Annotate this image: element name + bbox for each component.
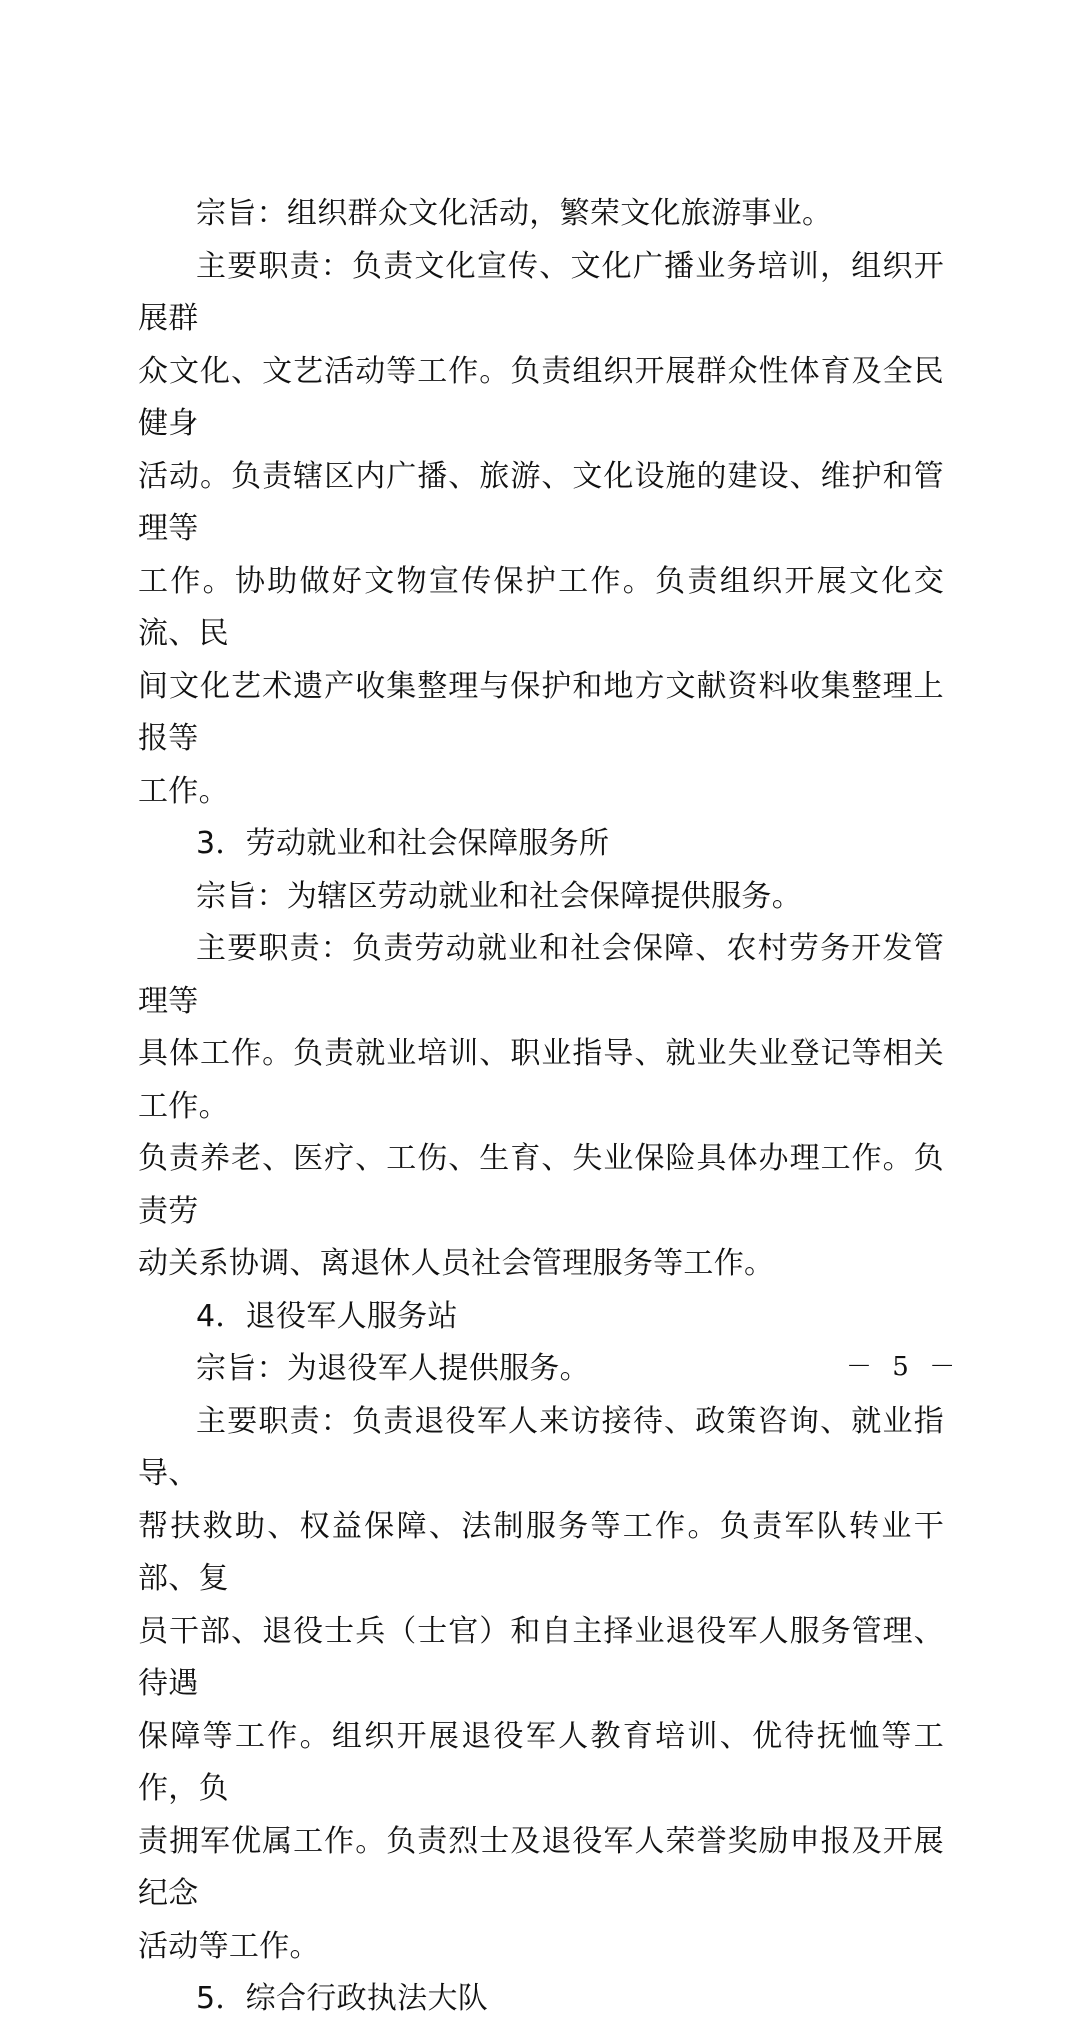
section-heading-law-enforcement: 5．综合行政执法大队 [196, 1981, 489, 2016]
paragraph-duties-culture: 主要职责：负责文化宣传、文化广播业务培训，组织开展群 众文化、文艺活动等工作。负责组织开展群众性体育及全民健身 活动。负责辖区内广播、旅游、文化设施的建设、维护和管理等 工作。协助做好文物宣传保护工作。负责组织开展文化交流、民 间文化艺术遗产收集整理与保护和地方文献资料收集整理上报等 工作。 [138, 248, 944, 809]
paragraph-purpose-veterans: 宗旨：为退役军人提供服务。 [196, 1351, 590, 1386]
document-body [138, 188, 944, 2026]
paragraph-duties-labor: 主要职责：负责劳动就业和社会保障、农村劳务开发管理等 具体工作。负责就业培训、职业指导、就业失业登记等相关工作。 负责养老、医疗、工伤、生育、失业保险具体办理工作。负责劳 动关系协调、离退休人员社会管理服务等工作。 [138, 931, 944, 1281]
paragraph-duties-veterans: 主要职责：负责退役军人来访接待、政策咨询、就业指导、 帮扶救助、权益保障、法制服务等工作。负责军队转业干部、复 员干部、退役士兵（士官）和自主择业退役军人服务管理、待遇 保障等工作。组织开展退役军人教育培训、优待抚恤等工作，负 责拥军优属工作。负责烈士及退役军人荣誉奖励申报及开展纪念 活动等工作。 [138, 1403, 944, 1964]
section-heading-veterans-service: 4．退役军人服务站 [196, 1298, 458, 1334]
page-number: － 5 － [846, 1352, 962, 1382]
paragraph-purpose-culture: 宗旨：组织群众文化活动，繁荣文化旅游事业。 [196, 196, 833, 231]
section-heading-labor-social-security: 3．劳动就业和社会保障服务所 [196, 826, 610, 861]
paragraph-purpose-labor: 宗旨：为辖区劳动就业和社会保障提供服务。 [196, 878, 802, 914]
